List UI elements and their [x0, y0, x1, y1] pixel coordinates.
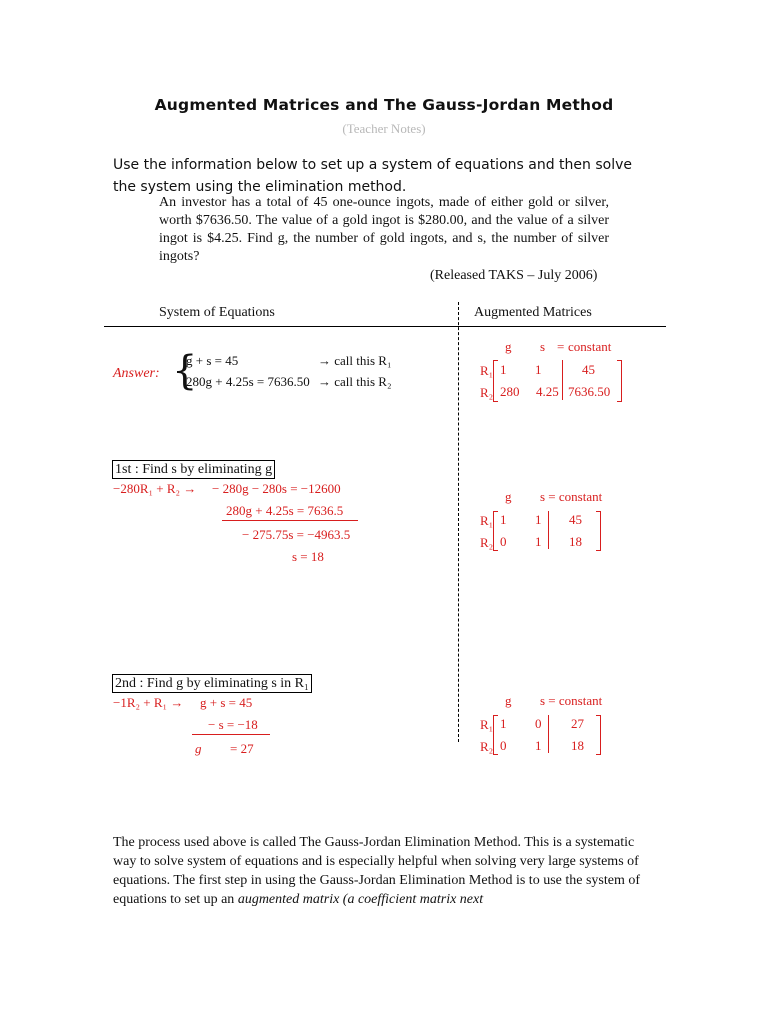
column-header-equations: System of Equations	[159, 305, 275, 320]
paragraph-italic-text: augmented matrix (a coefficient matrix next	[237, 892, 484, 907]
matrix3-header-g: g	[505, 693, 512, 708]
column-header-matrices: Augmented Matrices	[474, 305, 592, 320]
matrix2-cell: 45	[569, 512, 582, 527]
matrix2-right-bracket	[596, 511, 601, 551]
matrix3-row-label-r1: R₁	[480, 717, 494, 732]
matrix3-cell: 1	[500, 716, 507, 731]
page-subtitle: (Teacher Notes)	[342, 121, 426, 136]
matrix2-cell: 1	[535, 534, 542, 549]
matrix1-header-g: g	[505, 339, 512, 354]
matrix2-cell: 0	[500, 534, 507, 549]
matrix2-cell: 1	[535, 512, 542, 527]
matrix1-cell: 1	[535, 362, 542, 377]
source-citation: (Released TAKS – July 2006)	[430, 268, 598, 283]
matrix1-row-label-r2: R₂	[480, 385, 494, 400]
intro-text: Use the information below to set up a system of equations and then solve the system using the elimination method.	[113, 157, 632, 195]
matrix3-cell: 0	[535, 716, 542, 731]
problem-statement: An investor has a total of 45 one-ounce ingots, made of either gold or silver, worth $7636.50. The value of a gold ingot is $280.00, and the value of a silver ingot is $4.25. Find g, the number of gold ingots, and s, the number of silver ingots?	[159, 195, 609, 264]
matrix2-header-g: g	[505, 489, 512, 504]
equation-2: 280g + 4.25s = 7636.50	[186, 374, 310, 389]
matrix2-left-bracket	[493, 511, 498, 551]
step2-line1: g + s = 45	[200, 695, 253, 710]
step2-line3-variable: g	[195, 741, 202, 756]
matrix1-cell: 4.25	[536, 384, 559, 399]
matrix1-header-eq: =	[557, 339, 565, 354]
matrix2-header: s = constant	[540, 489, 603, 504]
answer-label: Answer:	[113, 366, 160, 381]
matrix1-cell: 1	[500, 362, 507, 377]
matrix2-augment-bar	[548, 511, 549, 549]
matrix1-augment-bar	[562, 360, 563, 400]
matrix1-cell: 45	[582, 362, 595, 377]
page-title: Augmented Matrices and The Gauss-Jordan Method	[154, 96, 614, 114]
step2-sum-rule	[192, 734, 270, 735]
matrix1-left-bracket	[493, 360, 498, 402]
column-divider	[458, 302, 459, 742]
matrix2-cell: 1	[500, 512, 507, 527]
step1-line1: − 280g − 280s = −12600	[212, 481, 341, 496]
step1-heading: 1st : Find s by eliminating g	[112, 460, 275, 479]
matrix3-left-bracket	[493, 715, 498, 755]
matrix2-row-label-r2: R₂	[480, 535, 494, 550]
equation-1-note: → call this R₁	[318, 353, 392, 368]
matrix3-header: s = constant	[540, 693, 603, 708]
header-rule	[104, 326, 666, 327]
matrix3-cell: 1	[535, 738, 542, 753]
matrix1-row-label-r1: R₁	[480, 363, 494, 378]
step2-heading: 2nd : Find g by eliminating s in R₁	[112, 674, 312, 693]
explanation-paragraph	[113, 833, 658, 909]
step1-operation: −280R₁ + R₂ →	[113, 481, 197, 496]
step2-operation: −1R₂ + R₁ →	[113, 695, 184, 710]
step2-line2: − s = −18	[208, 717, 258, 732]
matrix3-cell: 27	[571, 716, 584, 731]
step1-sum-rule	[222, 520, 358, 521]
matrix1-header-const: constant	[568, 339, 612, 354]
matrix3-cell: 0	[500, 738, 507, 753]
matrix1-right-bracket	[617, 360, 622, 402]
matrix1-cell: 7636.50	[568, 384, 611, 399]
matrix1-header-s: s	[540, 339, 546, 354]
equation-1: g + s = 45	[186, 353, 239, 368]
paragraph-plain-text: The process used above is called The Gauss-Jordan Elimination Method. This is a systematic way to solve system of equations and is especially helpful when solving very large systems of equations. The first step in using the Gauss-Jordan Elimination Method is to use the system of equations to set up an	[113, 835, 641, 907]
system-brace: {	[172, 348, 198, 394]
matrix3-cell: 18	[571, 738, 584, 753]
matrix3-row-label-r2: R₂	[480, 739, 494, 754]
matrix2-row-label-r1: R₁	[480, 513, 494, 528]
step2-line3-value: = 27	[230, 741, 254, 756]
matrix3-right-bracket	[596, 715, 601, 755]
step1-line4: s = 18	[292, 549, 324, 564]
equation-2-note: → call this R₂	[318, 374, 392, 389]
step1-line3: − 275.75s = −4963.5	[242, 527, 351, 542]
matrix2-cell: 18	[569, 534, 582, 549]
step1-line2: 280g + 4.25s = 7636.5	[226, 503, 344, 518]
matrix3-augment-bar	[548, 715, 549, 753]
matrix1-cell: 280	[500, 384, 520, 399]
